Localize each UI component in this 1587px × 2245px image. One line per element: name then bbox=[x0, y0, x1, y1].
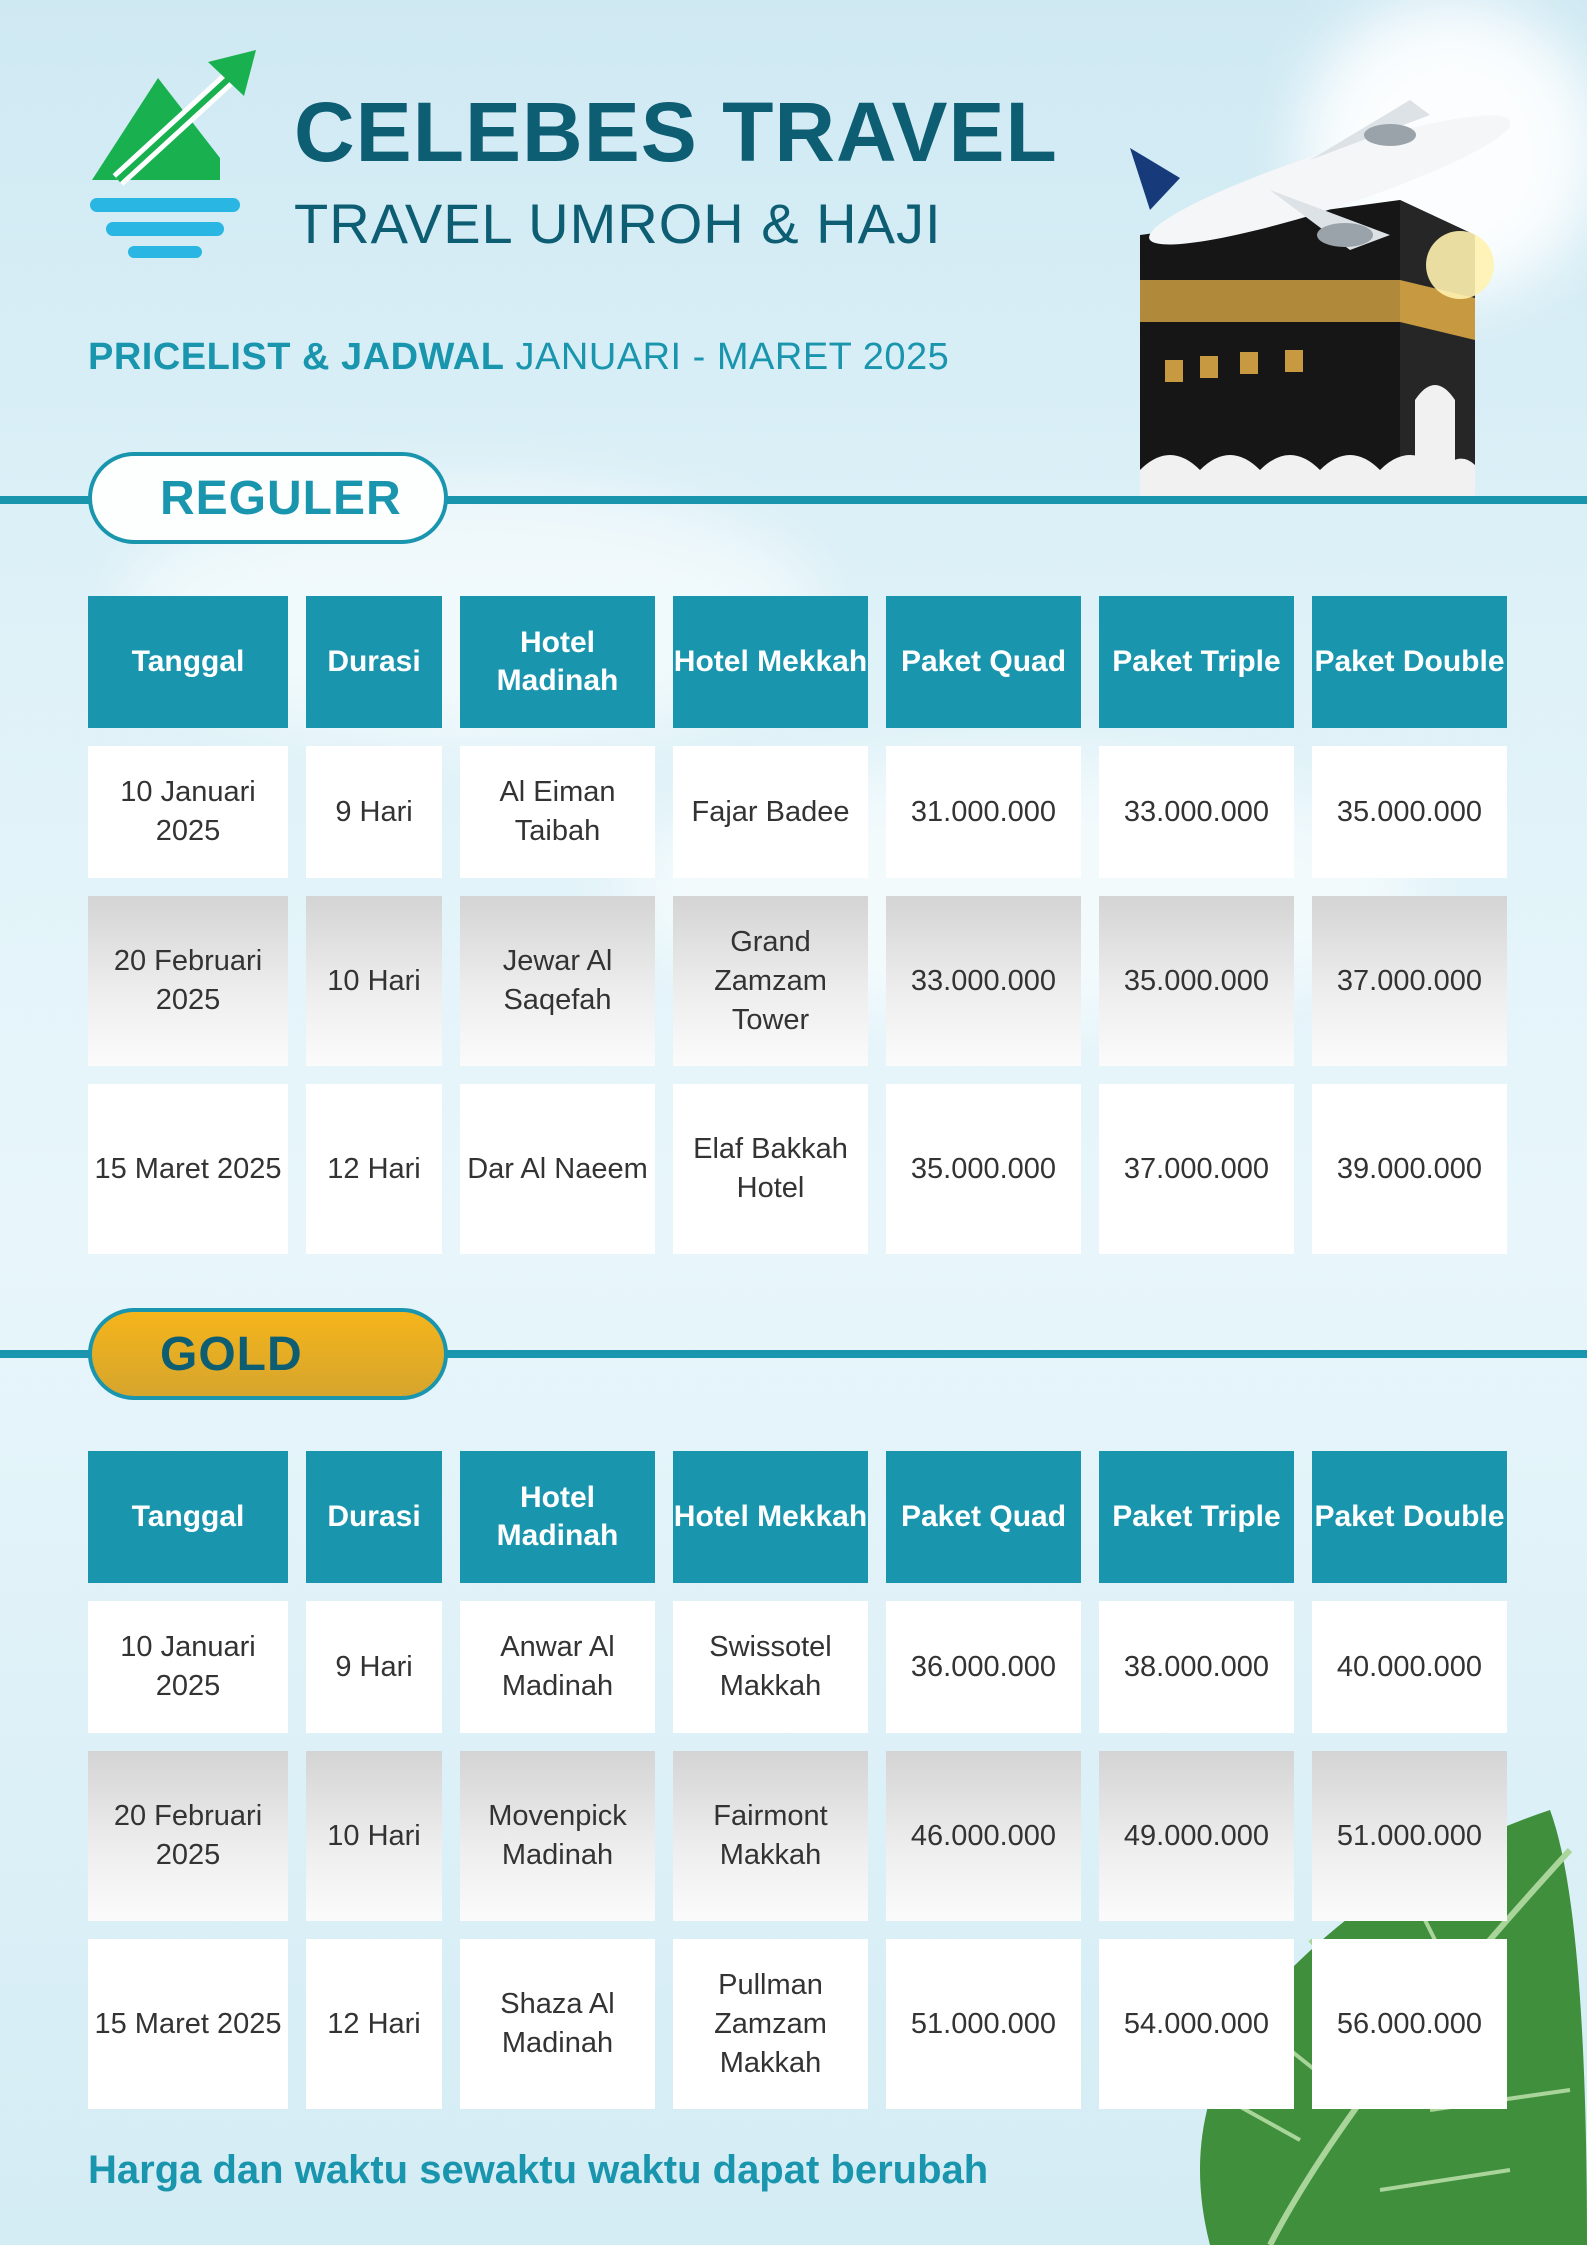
col-header-hotel-mekkah: Hotel Mekkah bbox=[673, 596, 868, 728]
cell-paket-quad: 31.000.000 bbox=[886, 746, 1081, 878]
cell-paket-quad: 51.000.000 bbox=[886, 1939, 1081, 2109]
cell-paket-quad: 46.000.000 bbox=[886, 1751, 1081, 1921]
table-row bbox=[88, 1751, 1507, 1921]
gold-price-table bbox=[70, 1433, 1525, 2127]
cell-durasi: 10 Hari bbox=[306, 1751, 442, 1921]
cell-paket-triple: 49.000.000 bbox=[1099, 1751, 1294, 1921]
cell-hotel-mekkah: Grand Zamzam Tower bbox=[673, 896, 868, 1066]
price-disclaimer: Harga dan waktu sewaktu waktu dapat berubah bbox=[88, 2148, 989, 2192]
cell-paket-quad: 35.000.000 bbox=[886, 1084, 1081, 1254]
cell-hotel-madinah: Anwar Al Madinah bbox=[460, 1601, 655, 1733]
cell-paket-triple: 37.000.000 bbox=[1099, 1084, 1294, 1254]
cell-tanggal: 15 Maret 2025 bbox=[88, 1939, 288, 2109]
table-header-row bbox=[88, 596, 1507, 728]
table-row bbox=[88, 1601, 1507, 1733]
table-header-row bbox=[88, 1451, 1507, 1583]
cell-tanggal: 10 Januari 2025 bbox=[88, 746, 288, 878]
page-subtitle bbox=[88, 338, 949, 376]
cell-hotel-madinah: Al Eiman Taibah bbox=[460, 746, 655, 878]
cell-tanggal: 10 Januari 2025 bbox=[88, 1601, 288, 1733]
cell-tanggal: 20 Februari 2025 bbox=[88, 1751, 288, 1921]
reguler-price-table bbox=[70, 578, 1525, 1272]
table-row bbox=[88, 896, 1507, 1066]
col-header-tanggal: Tanggal bbox=[88, 1451, 288, 1583]
cell-hotel-madinah: Dar Al Naeem bbox=[460, 1084, 655, 1254]
cell-hotel-mekkah: Swissotel Makkah bbox=[673, 1601, 868, 1733]
cell-durasi: 9 Hari bbox=[306, 1601, 442, 1733]
cell-hotel-mekkah: Fairmont Makkah bbox=[673, 1751, 868, 1921]
col-header-durasi: Durasi bbox=[306, 1451, 442, 1583]
celebes-travel-logo bbox=[88, 48, 258, 268]
col-header-durasi: Durasi bbox=[306, 596, 442, 728]
section-label-reguler: REGULER bbox=[88, 452, 448, 544]
subtitle-period: JANUARI - MARET 2025 bbox=[515, 336, 950, 378]
col-header-paket-quad: Paket Quad bbox=[886, 1451, 1081, 1583]
cell-paket-double: 35.000.000 bbox=[1312, 746, 1507, 878]
cell-paket-double: 40.000.000 bbox=[1312, 1601, 1507, 1733]
cell-paket-triple: 54.000.000 bbox=[1099, 1939, 1294, 2109]
cell-paket-quad: 36.000.000 bbox=[886, 1601, 1081, 1733]
cell-tanggal: 15 Maret 2025 bbox=[88, 1084, 288, 1254]
cell-paket-double: 56.000.000 bbox=[1312, 1939, 1507, 2109]
col-header-tanggal: Tanggal bbox=[88, 596, 288, 728]
section-label-gold: GOLD bbox=[88, 1308, 448, 1400]
cell-paket-quad: 33.000.000 bbox=[886, 896, 1081, 1066]
cell-hotel-madinah: Shaza Al Madinah bbox=[460, 1939, 655, 2109]
cell-hotel-mekkah: Pullman Zamzam Makkah bbox=[673, 1939, 868, 2109]
cell-paket-triple: 38.000.000 bbox=[1099, 1601, 1294, 1733]
col-header-paket-triple: Paket Triple bbox=[1099, 1451, 1294, 1583]
col-header-hotel-madinah: Hotel Madinah bbox=[460, 1451, 655, 1583]
table-row bbox=[88, 746, 1507, 878]
col-header-hotel-mekkah: Hotel Mekkah bbox=[673, 1451, 868, 1583]
cell-hotel-madinah: Movenpick Madinah bbox=[460, 1751, 655, 1921]
brand-name: CELEBES TRAVEL bbox=[294, 85, 1058, 179]
cell-hotel-mekkah: Fajar Badee bbox=[673, 746, 868, 878]
col-header-paket-double: Paket Double bbox=[1312, 596, 1507, 728]
subtitle-bold: PRICELIST & JADWAL bbox=[88, 336, 505, 378]
cell-paket-triple: 35.000.000 bbox=[1099, 896, 1294, 1066]
cell-paket-triple: 33.000.000 bbox=[1099, 746, 1294, 878]
kaaba-airplane-illustration bbox=[1090, 60, 1510, 500]
cell-paket-double: 37.000.000 bbox=[1312, 896, 1507, 1066]
cell-hotel-mekkah: Elaf Bakkah Hotel bbox=[673, 1084, 868, 1254]
cell-durasi: 12 Hari bbox=[306, 1939, 442, 2109]
cell-durasi: 9 Hari bbox=[306, 746, 442, 878]
col-header-paket-triple: Paket Triple bbox=[1099, 596, 1294, 728]
table-row bbox=[88, 1084, 1507, 1254]
cell-durasi: 10 Hari bbox=[306, 896, 442, 1066]
cell-durasi: 12 Hari bbox=[306, 1084, 442, 1254]
col-header-hotel-madinah: Hotel Madinah bbox=[460, 596, 655, 728]
brand-tagline: TRAVEL UMROH & HAJI bbox=[294, 192, 942, 255]
cell-tanggal: 20 Februari 2025 bbox=[88, 896, 288, 1066]
cell-paket-double: 51.000.000 bbox=[1312, 1751, 1507, 1921]
cell-hotel-madinah: Jewar Al Saqefah bbox=[460, 896, 655, 1066]
col-header-paket-quad: Paket Quad bbox=[886, 596, 1081, 728]
cell-paket-double: 39.000.000 bbox=[1312, 1084, 1507, 1254]
col-header-paket-double: Paket Double bbox=[1312, 1451, 1507, 1583]
table-row bbox=[88, 1939, 1507, 2109]
